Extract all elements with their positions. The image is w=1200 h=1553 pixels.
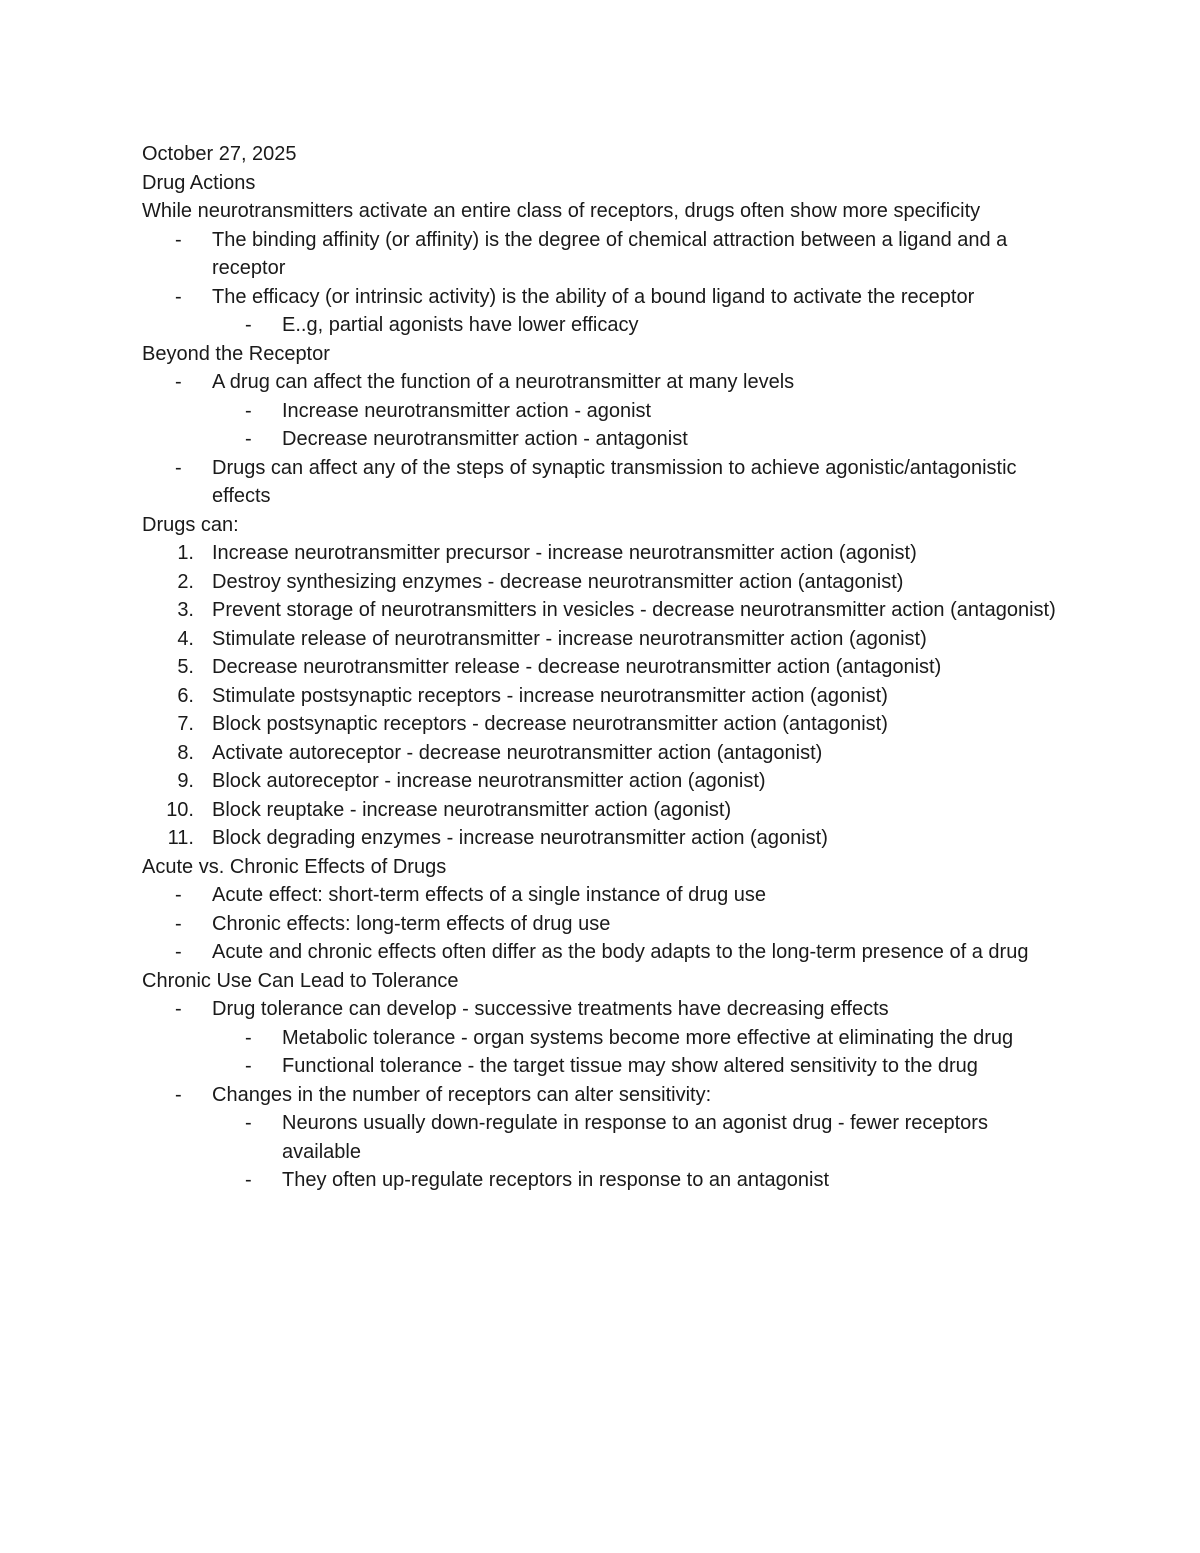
- bullet-list-item: [142, 881, 1062, 910]
- list-number: 6.: [177, 684, 194, 707]
- numbered-list-item: [142, 682, 1062, 711]
- bullet-list-item: [142, 1024, 1062, 1053]
- numbered-list-item: [142, 824, 1062, 853]
- bullet-dash: -: [245, 1055, 252, 1077]
- list-number: 8.: [177, 741, 194, 764]
- list-item-text: The binding affinity (or affinity) is the degree of chemical attraction between a ligand and a receptor: [212, 228, 1008, 279]
- bullet-list-item: [142, 910, 1062, 939]
- list-item-text: Block reuptake - increase neurotransmitter action (agonist): [212, 798, 732, 821]
- bullet-list-item: [142, 1109, 1062, 1166]
- list-item-text: E..g, partial agonists have lower efficacy: [282, 314, 639, 336]
- list-item-text: A drug can affect the function of a neurotransmitter at many levels: [212, 371, 795, 393]
- bullet-list-item: [142, 226, 1062, 283]
- numbered-list-item: [142, 739, 1062, 768]
- list-item-text: Chronic effects: long-term effects of drug use: [212, 912, 611, 935]
- bullet-dash: -: [245, 1169, 252, 1191]
- list-item-text: Block autoreceptor - increase neurotransmitter action (agonist): [212, 770, 766, 792]
- list-item-text: Acute effect: short-term effects of a single instance of drug use: [212, 884, 767, 906]
- numbered-list-item: [142, 596, 1062, 625]
- list-item-text: Acute and chronic effects often differ as the body adapts to the long-term presence of a drug: [212, 941, 1029, 963]
- list-item-text: Block postsynaptic receptors - decrease neurotransmitter action (antagonist): [212, 713, 888, 735]
- list-item-text: Block degrading enzymes - increase neurotransmitter action (agonist): [212, 827, 828, 849]
- paragraph: [142, 197, 1062, 226]
- list-item-text: Decrease neurotransmitter release - decrease neurotransmitter action (antagonist): [212, 656, 942, 678]
- section-heading: Beyond the Receptor: [142, 342, 330, 365]
- section-heading: Drugs can:: [142, 513, 239, 536]
- bullet-dash: -: [245, 1026, 252, 1049]
- numbered-list-item: [142, 653, 1062, 682]
- list-item-text: They often up-regulate receptors in response to an antagonist: [282, 1169, 830, 1191]
- bullet-list-item: [142, 938, 1062, 967]
- section-heading: Chronic Use Can Lead to Tolerance: [142, 969, 459, 992]
- numbered-list-item: [142, 625, 1062, 654]
- bullet-dash: -: [245, 399, 252, 422]
- list-item-text: Increase neurotransmitter action - agonist: [282, 399, 652, 422]
- bullet-list-item: [142, 1052, 1062, 1081]
- document-body: [142, 140, 1062, 1195]
- bullet-dash: -: [175, 912, 182, 935]
- section-heading: Acute vs. Chronic Effects of Drugs: [142, 855, 447, 878]
- bullet-list-item: [142, 1166, 1062, 1195]
- bullet-list-item: [142, 1081, 1062, 1110]
- bullet-dash: -: [175, 228, 182, 251]
- bullet-dash: -: [175, 285, 182, 308]
- bullet-dash: -: [175, 456, 182, 479]
- list-item-text: Prevent storage of neurotransmitters in vesicles - decrease neurotransmitter action (antagonist): [212, 599, 1056, 621]
- list-number: 9.: [177, 770, 194, 792]
- document-date: October 27, 2025: [142, 143, 297, 165]
- list-number: 11.: [167, 827, 194, 849]
- bullet-dash: -: [175, 371, 182, 393]
- bullet-dash: -: [175, 941, 182, 963]
- list-item-text: Stimulate release of neurotransmitter - increase neurotransmitter action (agonist): [212, 627, 927, 650]
- bullet-list-item: [142, 311, 1062, 340]
- list-number: 1.: [177, 542, 194, 564]
- list-number: 3.: [177, 599, 194, 621]
- numbered-list-item: [142, 539, 1062, 568]
- list-item-text: Stimulate postsynaptic receptors - increase neurotransmitter action (agonist): [212, 684, 888, 707]
- section-heading: Drug Actions: [142, 171, 256, 194]
- numbered-list-item: [142, 568, 1062, 597]
- bullet-dash: -: [245, 314, 252, 336]
- list-item-text: While neurotransmitters activate an entire class of receptors, drugs often show more specificity: [142, 200, 981, 222]
- bullet-list-item: [142, 397, 1062, 426]
- bullet-dash: -: [245, 428, 252, 450]
- list-item-text: Functional tolerance - the target tissue may show altered sensitivity to the drug: [282, 1055, 978, 1077]
- list-item-text: Increase neurotransmitter precursor - increase neurotransmitter action (agonist): [212, 542, 917, 564]
- bullet-dash: -: [175, 1083, 182, 1106]
- list-number: 10.: [166, 798, 194, 821]
- bullet-list-item: [142, 283, 1062, 312]
- numbered-list-item: [142, 710, 1062, 739]
- list-item-text: Neurons usually down-regulate in response to an agonist drug - fewer receptors available: [282, 1112, 988, 1163]
- list-number: 7.: [177, 713, 194, 735]
- bullet-list-item: [142, 425, 1062, 454]
- list-item-text: Decrease neurotransmitter action - antagonist: [282, 428, 688, 450]
- bullet-list-item: [142, 368, 1062, 397]
- bullet-list-item: [142, 454, 1062, 511]
- bullet-dash: -: [175, 998, 182, 1020]
- bullet-dash: -: [175, 884, 182, 906]
- numbered-list-item: [142, 767, 1062, 796]
- list-item-text: Drug tolerance can develop - successive treatments have decreasing effects: [212, 998, 889, 1020]
- list-number: 5.: [177, 656, 194, 678]
- numbered-list-item: [142, 796, 1062, 825]
- list-item-text: The efficacy (or intrinsic activity) is the ability of a bound ligand to activate the receptor: [212, 285, 975, 308]
- list-item-text: Metabolic tolerance - organ systems become more effective at eliminating the drug: [282, 1026, 1014, 1049]
- list-item-text: Destroy synthesizing enzymes - decrease neurotransmitter action (antagonist): [212, 570, 904, 593]
- list-number: 2.: [177, 570, 194, 593]
- list-item-text: Activate autoreceptor - decrease neurotransmitter action (antagonist): [212, 741, 823, 764]
- bullet-list-item: [142, 995, 1062, 1024]
- list-item-text: Drugs can affect any of the steps of synaptic transmission to achieve agonistic/antagonistic effects: [212, 456, 1017, 507]
- bullet-dash: -: [245, 1112, 252, 1134]
- list-number: 4.: [177, 627, 194, 650]
- list-item-text: Changes in the number of receptors can alter sensitivity:: [212, 1083, 712, 1106]
